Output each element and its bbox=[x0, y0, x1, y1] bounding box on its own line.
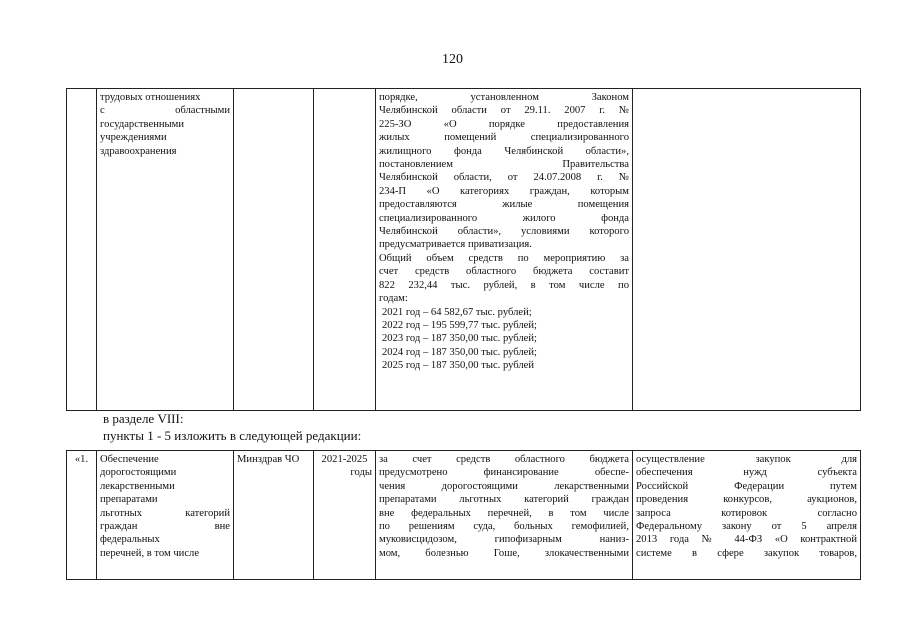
text-line: препаратами bbox=[100, 494, 158, 506]
text-line: предусмотрено финансирование обеспе- bbox=[379, 467, 629, 479]
table-cell-number bbox=[67, 89, 97, 411]
text-line: по решениям суда, больных гемофилией, bbox=[379, 521, 629, 533]
text-line: государственными bbox=[100, 118, 185, 130]
text-line: Российской Федерации путем bbox=[636, 480, 857, 492]
text-line: осуществление закупок для bbox=[636, 454, 857, 465]
text-line: Челябинской области», условиями которого bbox=[379, 226, 629, 238]
text-line: препаратами льготных категорий граждан bbox=[379, 494, 629, 506]
table-cell-executor: Минздрав ЧО bbox=[234, 451, 314, 580]
text-line: 234-П «О категориях граждан, которым bbox=[379, 185, 629, 197]
text-line: годы bbox=[350, 467, 372, 479]
text-line: предусматривается приватизация. bbox=[379, 239, 532, 251]
text-line: годам: bbox=[379, 293, 408, 305]
section-heading: в разделе VIII: bbox=[103, 411, 184, 426]
table-cell-description bbox=[376, 451, 633, 580]
text-line: Челябинской области, от 24.07.2008 г. № bbox=[379, 172, 629, 184]
text-line: постановлением Правительства bbox=[379, 159, 629, 171]
text-line: лекарственными bbox=[100, 480, 175, 492]
text-line: 225-ЗО «О порядке предоставления bbox=[379, 118, 629, 130]
text-line: граждан вне bbox=[100, 521, 230, 533]
text-line: федеральных bbox=[100, 534, 160, 546]
text-line: счет средств областного бюджета составит bbox=[379, 266, 629, 278]
table-cell-event bbox=[97, 451, 234, 580]
table-cell-period bbox=[314, 89, 376, 411]
text-line: льготных категорий bbox=[100, 507, 230, 519]
table-cell-executor bbox=[234, 89, 314, 411]
text-line: обеспечения нужд субъекта bbox=[636, 467, 857, 479]
text-line: мом, болезнью Гоше, злокачественными bbox=[379, 547, 629, 559]
text-line: перечней, в том числе bbox=[100, 547, 200, 559]
year-item: 2022 год – 195 599,77 тыс. рублей; bbox=[382, 319, 538, 331]
text-line: специализированного жилого фонда bbox=[379, 212, 629, 224]
section-instruction: пункты 1 - 5 изложить в следующей редакции: bbox=[103, 428, 362, 443]
year-item: 2023 год – 187 350,00 тыс. рублей; bbox=[382, 333, 538, 345]
text-line: чения дорогостоящими лекарственными bbox=[379, 480, 629, 492]
new-items-table bbox=[66, 450, 861, 580]
text-line: 2013 года № 44-ФЗ «О контрактной bbox=[636, 534, 857, 546]
table-cell-description bbox=[376, 89, 633, 411]
table-cell-period bbox=[314, 451, 376, 580]
years-list bbox=[379, 306, 629, 373]
text-line: учреждениями bbox=[100, 132, 167, 144]
table-cell-event bbox=[97, 89, 234, 411]
text-line: трудовых отношениях bbox=[100, 92, 201, 103]
text-line: муковисцидозом, гипофизарным наниз- bbox=[379, 534, 629, 546]
table-row bbox=[67, 89, 861, 411]
year-item: 2025 год – 187 350,00 тыс. рублей bbox=[382, 360, 535, 372]
text-line: 2021-2025 bbox=[321, 454, 368, 465]
text-line: Обеспечение bbox=[100, 454, 159, 465]
continuation-table bbox=[66, 88, 861, 411]
text-line: дорогостоящими bbox=[100, 467, 177, 479]
table-cell-number: «1. bbox=[67, 451, 97, 580]
text-line: Челябинской области от 29.11. 2007 г. № bbox=[379, 105, 629, 117]
text-line: жилищного фонда Челябинской области», bbox=[379, 145, 629, 157]
text-line: с областными bbox=[100, 105, 230, 117]
text-line: Общий объем средств по мероприятию за bbox=[379, 252, 629, 264]
text-line: порядке, установленном Законом bbox=[379, 92, 629, 103]
text-line: системе в сфере закупок товаров, bbox=[636, 547, 857, 559]
year-item: 2024 год – 187 350,00 тыс. рублей; bbox=[382, 346, 538, 358]
text-line: за счет средств областного бюджета bbox=[379, 454, 629, 465]
text-line: проведения конкурсов, аукционов, bbox=[636, 494, 857, 506]
text-line: предоставляются жилые помещения bbox=[379, 199, 629, 211]
page-number: 120 bbox=[442, 52, 463, 67]
text-line: здравоохранения bbox=[100, 145, 177, 157]
table-cell-result bbox=[633, 89, 861, 411]
table-row bbox=[67, 451, 861, 580]
text-line: жилых помещений специализированного bbox=[379, 132, 629, 144]
text-line: запроса котировок согласно bbox=[636, 507, 857, 519]
table-cell-result bbox=[633, 451, 861, 580]
text-line: вне федеральных перечней, в том числе bbox=[379, 507, 629, 519]
text-line: Федеральному закону от 5 апреля bbox=[636, 521, 857, 533]
year-item: 2021 год – 64 582,67 тыс. рублей; bbox=[382, 306, 532, 318]
text-line: 822 232,44 тыс. рублей, в том числе по bbox=[379, 279, 629, 291]
